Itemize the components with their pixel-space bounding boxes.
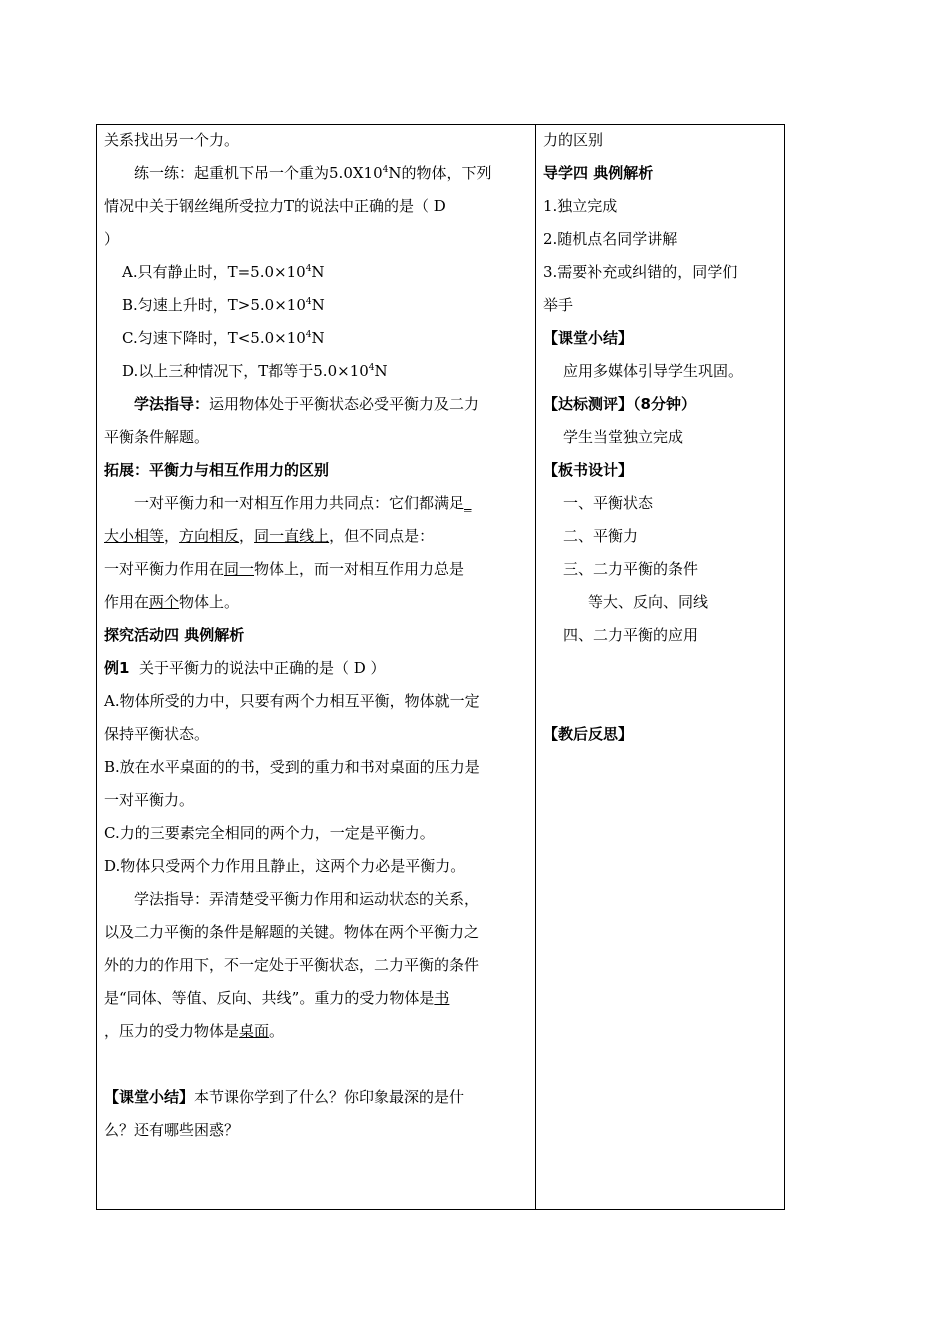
- list-item: 三、二力平衡的条件: [563, 560, 699, 578]
- text-line: 是“同体、等值、反向、共线”。重力的受力物体是书: [104, 989, 450, 1007]
- text-line: 作用在两个物体上。: [104, 593, 240, 611]
- section-heading: 【教后反思】: [543, 725, 634, 743]
- summary-line: 【课堂小结】本节课你学到了什么？你印象最深的是什: [104, 1088, 465, 1106]
- method-guide: 学法指导：运用物体处于平衡状态必受平衡力及二力: [134, 395, 480, 413]
- text-line: 保持平衡状态。: [104, 725, 210, 743]
- example-question: 例1 关于平衡力的说法中正确的是（ D ）: [104, 659, 386, 677]
- text-line: 外的力的作用下，不一定处于平衡状态，二力平衡的条件: [104, 956, 480, 974]
- text-line: 举手: [543, 296, 574, 314]
- text-line: 一对平衡力和一对相互作用力共同点：它们都满足_: [134, 494, 472, 512]
- option-c: C.匀速下降时，$T<5.0\times 10^4N$: [122, 329, 325, 347]
- list-item: 二、平衡力: [563, 527, 639, 545]
- text-line: 么？还有哪些困惑？: [104, 1121, 240, 1139]
- spacer: [543, 652, 779, 718]
- right-column: [543, 124, 779, 751]
- text-line: ）: [104, 230, 120, 248]
- section-heading: 【达标测评】（8分钟）: [543, 395, 696, 413]
- text-line: 应用多媒体引导学生巩固。: [563, 362, 744, 380]
- section-heading: 【课堂小结】: [543, 329, 634, 347]
- text-line: 关系找出另一个力。: [104, 131, 240, 149]
- section-heading: 【板书设计】: [543, 461, 634, 479]
- column-divider: [535, 124, 536, 1210]
- text-line: 学生当堂独立完成: [563, 428, 684, 446]
- list-item: 四、二力平衡的应用: [563, 626, 699, 644]
- option-d: D.以上三种情况下，T都等于$5.0\times 10^4N$: [122, 362, 388, 380]
- text-line: 以及二力平衡的条件是解题的关键。物体在两个平衡力之: [104, 923, 480, 941]
- left-column: [104, 124, 528, 1147]
- practice-line: 练一练：起重机下吊一个重为$5.0X10^4N$的物体，下列: [134, 164, 492, 182]
- section-heading: 拓展：平衡力与相互作用力的区别: [104, 461, 330, 479]
- text-line: A.物体所受的力中，只要有两个力相互平衡，物体就一定: [104, 692, 480, 710]
- text-line: 平衡条件解题。: [104, 428, 210, 446]
- text-line: 等大、反向、同线: [588, 593, 709, 611]
- text-line: B.放在水平桌面的的书，受到的重力和书对桌面的压力是: [104, 758, 480, 776]
- list-item: 1.独立完成: [543, 197, 618, 215]
- list-item: 2.随机点名同学讲解: [543, 230, 678, 248]
- text-line: 学法指导：弄清楚受平衡力作用和运动状态的关系，: [134, 890, 480, 908]
- option-a: A.只有静止时，$T=5.0\times 10^4N$: [122, 263, 325, 281]
- list-item: 一、平衡状态: [563, 494, 654, 512]
- section-heading: 导学四 典例解析: [543, 164, 654, 182]
- section-heading: 探究活动四 典例解析: [104, 626, 245, 644]
- text-line: ，压力的受力物体是桌面。: [104, 1022, 285, 1040]
- option-b: B.匀速上升时，$T>5.0\times 10^4N$: [122, 296, 325, 314]
- spacer: [104, 1048, 528, 1081]
- text-line: 力的区别: [543, 131, 604, 149]
- text-line: 一对平衡力作用在同一物体上，而一对相互作用力总是: [104, 560, 465, 578]
- text-line: C.力的三要素完全相同的两个力，一定是平衡力。: [104, 824, 435, 842]
- text-line: 一对平衡力。: [104, 791, 195, 809]
- list-item: 3.需要补充或纠错的，同学们: [543, 263, 738, 281]
- text-line: 情况中关于钢丝绳所受拉力T的说法中正确的是（ D: [104, 197, 446, 215]
- text-line: D.物体只受两个力作用且静止，这两个力必是平衡力。: [104, 857, 466, 875]
- text-line: 大小相等，方向相反，同一直线上，但不同点是：: [104, 527, 435, 545]
